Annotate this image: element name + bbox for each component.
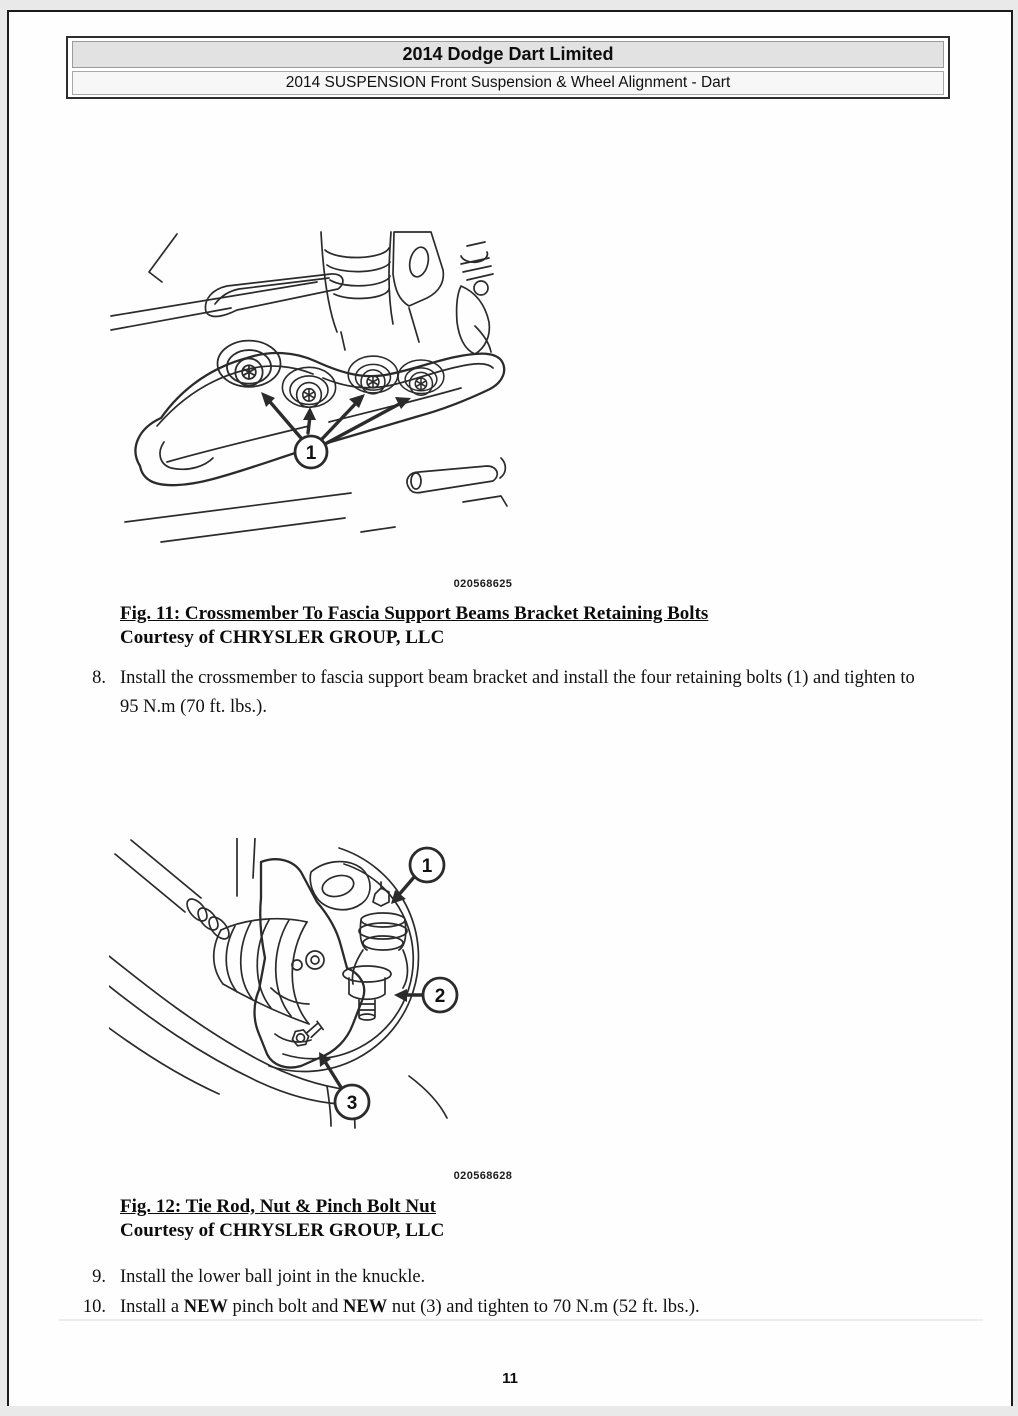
svg-text:2: 2 [434, 986, 446, 1007]
figure-12-callout-2 [394, 978, 457, 1012]
manual-page [7, 10, 1013, 1406]
step-10-number: 10. [82, 1297, 106, 1317]
figure-12-courtesy: Courtesy of CHRYSLER GROUP, LLC [120, 1220, 445, 1241]
page-number: 11 [502, 1370, 518, 1387]
step-9-number: 9. [92, 1267, 106, 1287]
bolt-1 [218, 341, 281, 387]
figure-12-callout-1 [391, 848, 444, 904]
figure-11-courtesy: Courtesy of CHRYSLER GROUP, LLC [120, 627, 445, 648]
step-8-number: 8. [92, 668, 106, 688]
figure-11-caption [120, 602, 940, 650]
figure-12-caption [120, 1195, 940, 1243]
figure-11-callout-1 [295, 436, 327, 468]
bolt-3 [348, 356, 398, 394]
pinch-bolt [290, 1020, 326, 1048]
figure-12-caption-title: Fig. 12: Tie Rod, Nut & Pinch Bolt Nut [120, 1196, 436, 1217]
page-header-subtitle: 2014 SUSPENSION Front Suspension & Wheel Alignment - Dart [72, 71, 944, 95]
figure-11-image-id: 020568625 [453, 578, 513, 590]
step-10-text: Install a NEW pinch bolt and NEW nut (3) and tighten to 70 N.m (52 ft. lbs.). [120, 1297, 700, 1317]
svg-text:3: 3 [346, 1093, 358, 1114]
figure-11-diagram [109, 230, 833, 564]
figure-12-diagram [109, 838, 833, 1138]
step-10-item [9, 1293, 949, 1322]
step-8-text: Install the crossmember to fascia support beam bracket and install the four retaining bolts (1) and tighten to 95 N.m (70 ft. lbs.). [120, 668, 915, 717]
callout-1-arrows [261, 392, 411, 444]
step-9-text: Install the lower ball joint in the knuckle. [120, 1267, 426, 1287]
svg-text:1: 1 [305, 443, 317, 464]
svg-text:1: 1 [421, 856, 433, 877]
figure-12-image-id: 020568628 [453, 1170, 513, 1182]
content-divider [59, 1319, 983, 1321]
page-header-box [66, 36, 950, 99]
figure-11-caption-title: Fig. 11: Crossmember To Fascia Support Beams Bracket Retaining Bolts [120, 603, 709, 624]
step-8-item [9, 664, 949, 722]
step-9-item [9, 1263, 949, 1292]
page-header-title: 2014 Dodge Dart Limited [72, 41, 944, 68]
